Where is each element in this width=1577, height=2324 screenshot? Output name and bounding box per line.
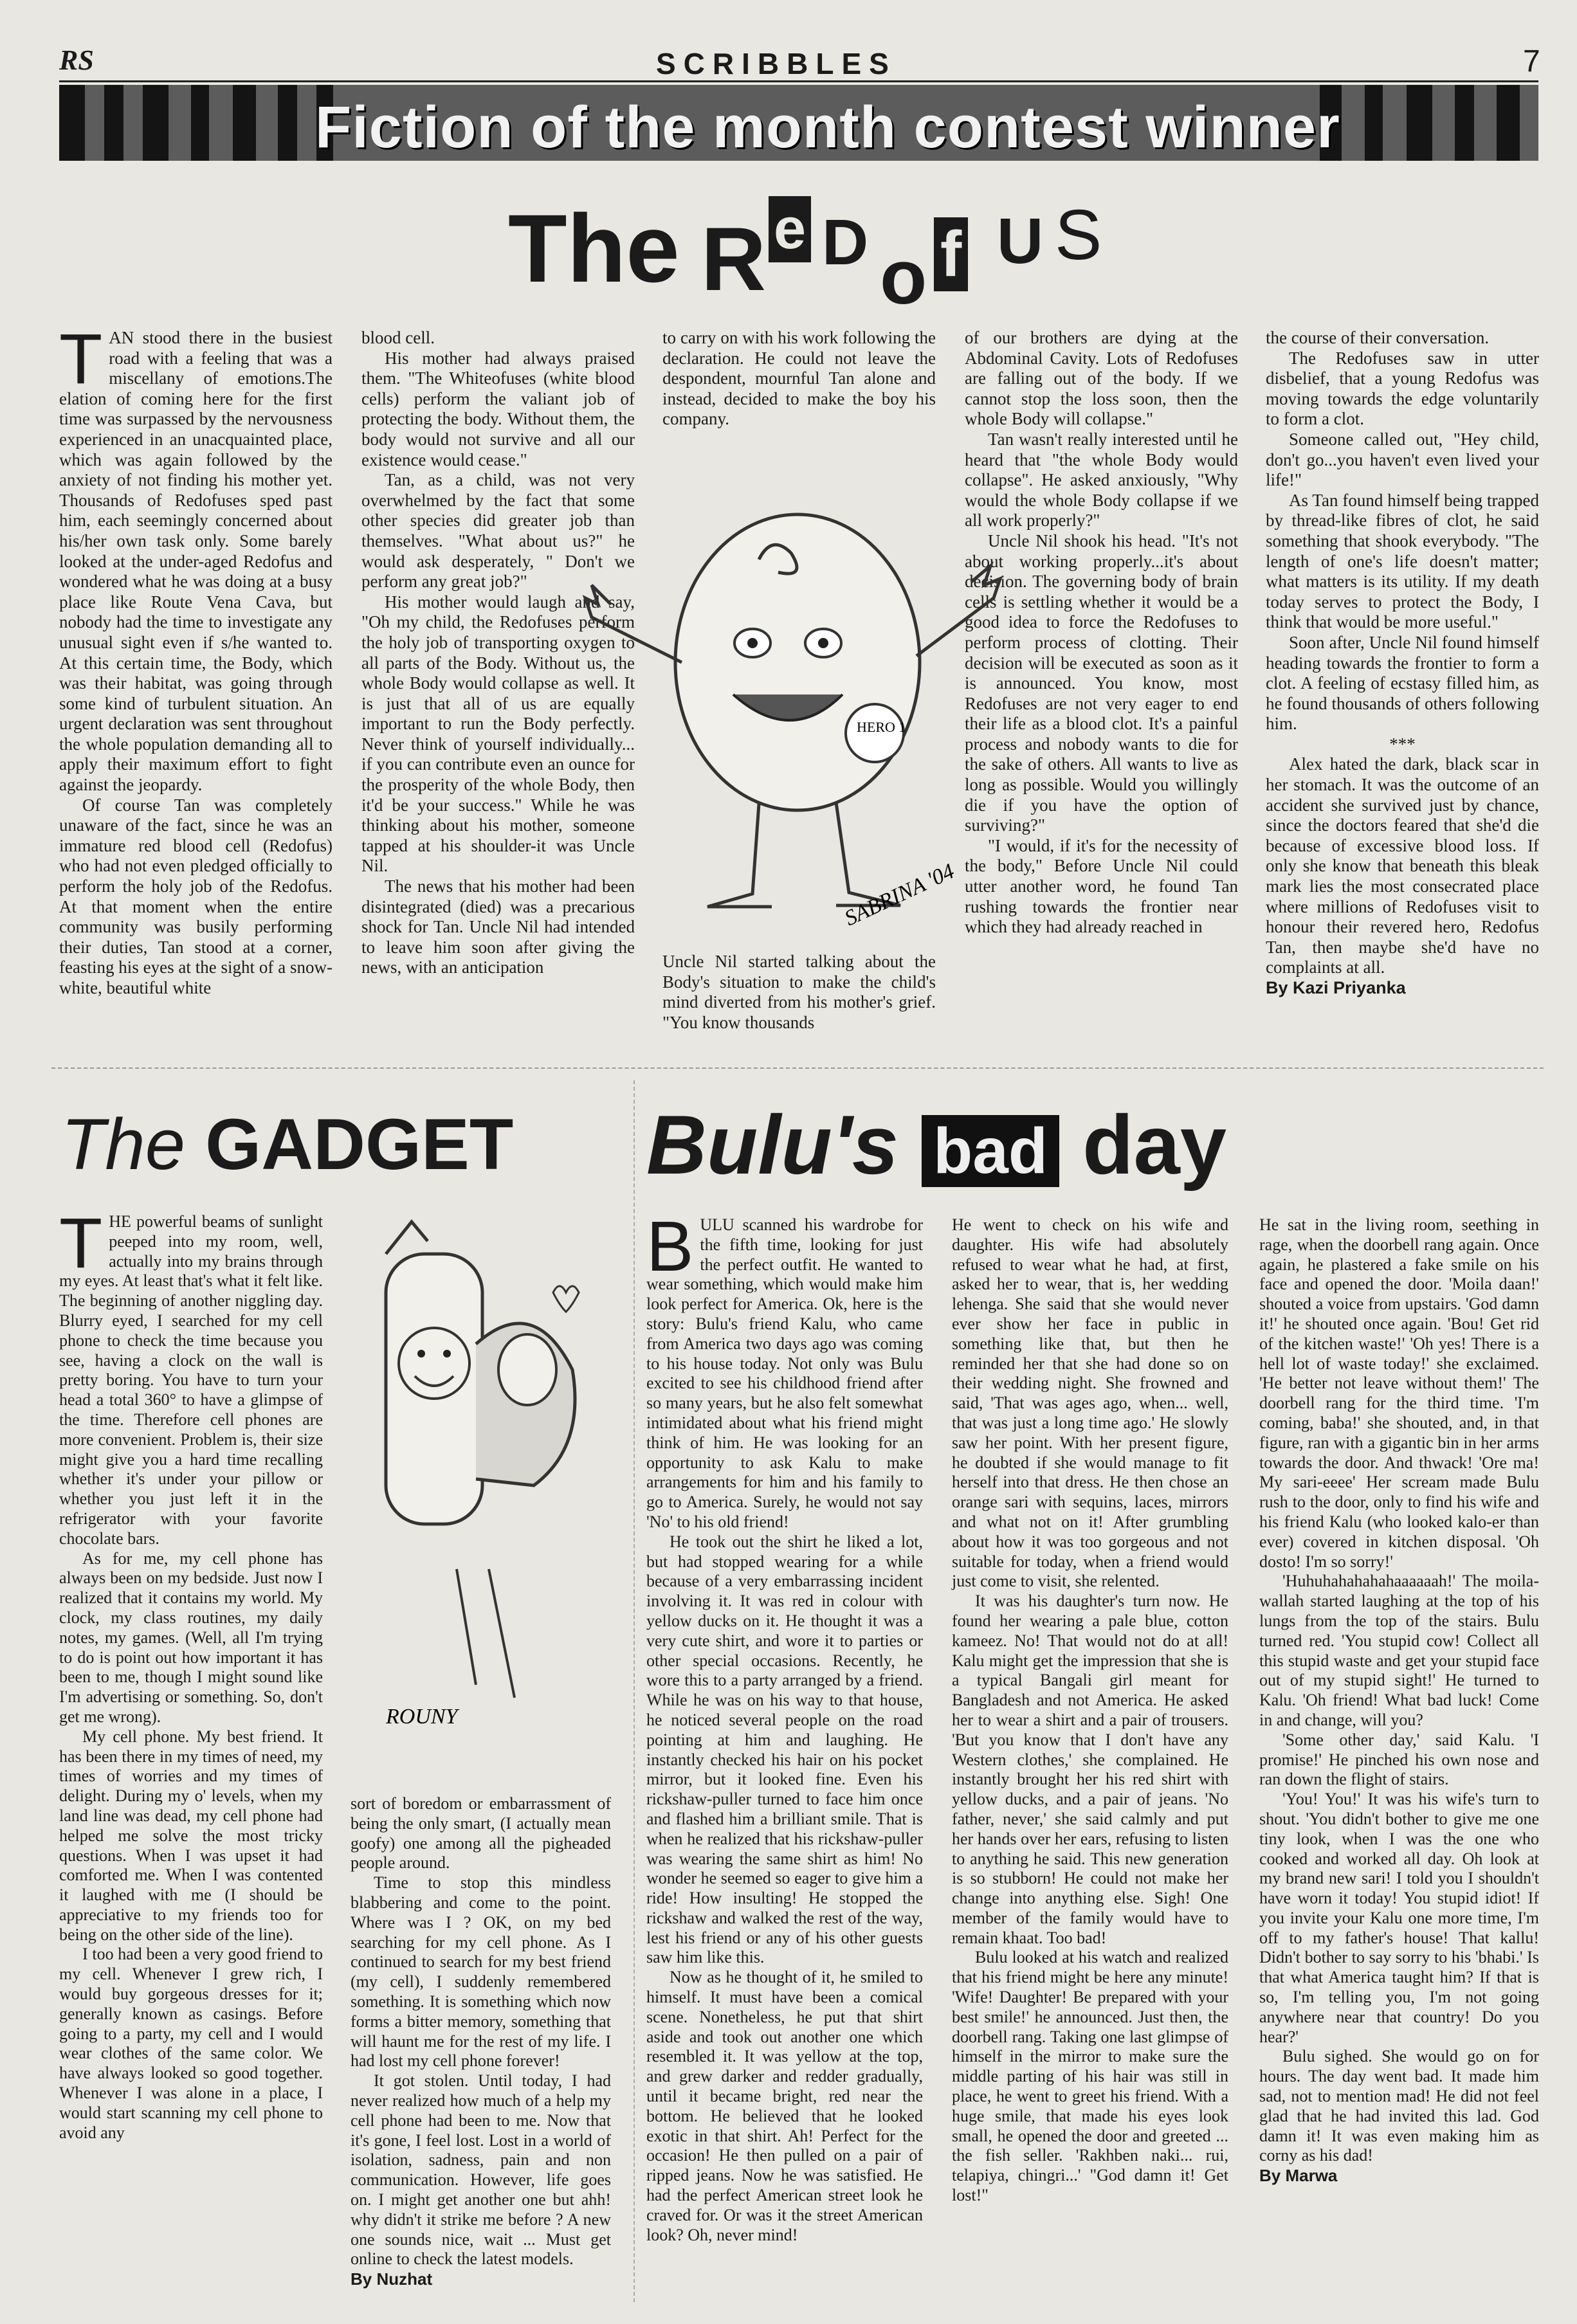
- bulu-column-3: [1259, 1215, 1539, 2186]
- paragraph: Time to stop this mindless blabbering and come to the point. Where was I ? OK, on my bed searching for my cell phone. As I continued to search for my best friend (my cell), I suddenly remembered something. It is something which now forms a bitter memory, something that will haunt me for the rest of my life. I had lost my cell phone forever!: [351, 1873, 611, 2071]
- title-letter: o: [880, 234, 927, 320]
- paragraph: the course of their conversation.: [1266, 328, 1490, 347]
- paragraph: to carry on with his work following the declaration. He could not leave the despondent, mournful Tan alone and instead, decided to make the boy his company.: [662, 328, 936, 429]
- bulu-title-bad: bad: [922, 1115, 1059, 1187]
- bulu-title-name: Bulu's: [646, 1098, 899, 1192]
- paragraph: ***: [1389, 734, 1416, 754]
- paragraph: My cell phone. My best friend. It has been there in my times of need, my times of worries and my times of delight. During my o' levels, when my land line was dead, my cell phone had helped me solve the most tricky questions. When I was upset it had comforted me. When I was contented it laughed with me (I should be appreciative to my friends too for being on the other side of the line).: [59, 1727, 323, 1944]
- paragraph: I too had been a very good friend to my cell. Whenever I grew rich, I would buy gorgeous dresses for it; generally known as casings. Before going to a party, my cell and I would wear clothes of the same color. We have always looked so good together. Whenever I was alone in a place, I would start scanning my cell phone to avoid any: [59, 1945, 323, 2142]
- paragraph: Someone called out, "Hey child, don't go...you haven't even lived your life!": [1266, 429, 1539, 490]
- paragraph: HE powerful beams of sunlight peeped into my room, well, actually into my brains through my eyes. At least that's what it felt like. The beginning of another niggling day. Blurry eyed, I searched for my cell phone to check the time because you see, having a clock on the wall is pretty boring. You have to turn your head a total 360° to have a glimpse of the time. Therefore cell phones are more convenient. Problem is, their size might give you a hard time recalling whether it's under your pillow or whether you just left it in the refrigerator with your favorite chocolate bars.: [59, 1212, 323, 1548]
- redofus-column-3: [662, 328, 936, 430]
- title-letter: U: [997, 205, 1044, 277]
- paragraph: Bulu looked at his watch and realized that his friend might be here any minute! 'Wife! Daughter! Be prepared with your best smile!' he announced. Just then, the doorbell rang. Taking one last glimpse of himself in the mirror to make sure the middle parting of his hair was still in place, he went to greet his friend. With a huge smile, that made his eyes look small, he opened the door and greeted ... the fish seller. 'Rakhben naki... rui, telapiya, chingri...' "God damn it! Get lost!": [952, 1948, 1228, 2205]
- bulu-title: [646, 1096, 1226, 1193]
- paragraph: The Redofuses saw in utter disbelief, that a young Redofus was moving towards the edge voluntarily to form a clot.: [1266, 348, 1539, 429]
- bulu-column-2: [952, 1215, 1228, 2206]
- paragraph: Of course Tan was completely unaware of the fact, since he was an immature red blood cell (Redofus) who had not even pledged officially to perform the holy job of the Redofus. At that moment when the entire community was busily performing their duties, Tan stood at a corner, feasting his eyes at the sight of a snow-white, beautiful white: [59, 795, 333, 997]
- paragraph: 'Some other day,' said Kalu. 'I promise!' He pinched his own nose and ran down the flight of stairs.: [1259, 1730, 1539, 1789]
- paragraph: 'You! You!' It was his wife's turn to shout. 'You didn't bother to give me one tiny look, when I was the one who cooked and worked all day. Oh look at my brand new sari! I told you I shouldn't have worn it today! You stupid idiot! If you invite your Kalu one more time, I'm off to my father's house! That kallu! Didn't bother to say sorry to his 'bhabi.' Is that what America taught him? If that is so, I'm telling you, I'm not going anywhere near that country! Do you hear?': [1259, 1790, 1539, 2046]
- paragraph: He took out the shirt he liked a lot, but had stopped wearing for a while because of a very embarrassing incident involving it. It was red in colour with yellow ducks on it. He thought it was a very cute shirt, and wore it to parties or other special occasions. Recently, he wore this to a party arranged by a friend. While he was on his way to that house, he noticed several people on the road pointing at him and laughing. He instantly checked his hair on his pocket mirror, but it looked fine. Even his rickshaw-puller turned to face him once and flashed him a brilliant smile. That is when he realized that his rickshaw-puller was wearing the same shirt as him! No wonder he seemed so eager to give him a ride! How insulting! He stopped the rickshaw and walked the rest of the way, lest his friend or any of his other guests saw him like this.: [646, 1532, 923, 1967]
- illustrator-signature: SABRINA '04: [841, 859, 958, 931]
- redofus-character-sketch: [566, 450, 1029, 958]
- byline: By Nuzhat: [351, 2269, 433, 2289]
- paragraph: Alex hated the dark, black scar in her stomach. It was the outcome of an accident she survived just by chance, since the doctors feared that she'd die because of excessive blood loss. If only she know that beneath this bleak mark lies the most consecrated place where millions of Redofuses visit to honour their revered hero, Redofus Tan, then maybe she'd have no complaints at all.: [1266, 754, 1539, 977]
- title-letter: S: [1055, 195, 1102, 275]
- title-letter: D: [822, 206, 869, 278]
- redofus-column-1: [59, 320, 333, 999]
- banner-heading: Fiction of the month contest winner: [315, 95, 1340, 160]
- paragraph: Tan wasn't really interested until he heard that "the whole Body would collapse". He asked anxiously, "Why would the whole Body collapse if we all work properly?": [965, 429, 1238, 531]
- paragraph: He sat in the living room, seething in rage, when the doorbell rang again. Once again, he plastered a fake smile on his face and opened the door. 'Moila daan!' shouted a voice from upstairs. 'God damn it!' he shouted once again. 'Bou! Get rid of the kitchen waste!' 'Oh yes! There is a hell lot of waste today!' she exclaimed. 'He better not leave without them!' The doorbell rang for the third time. 'I'm coming, baba!' she shouted, and, in that figure, ran with a gigantic bin in her arms towards the door. And thwack! 'Ore ma! My sari-eeee' Her scream made Bulu rush to the door, only to find his wife and his friend Kalu (who looked kalo-er than ever) covered in kitchen disposal. 'Oh dosto! I'm so sorry!': [1259, 1215, 1539, 1571]
- gadget-column-2: [351, 1794, 611, 2289]
- paragraph: His mother would laugh and say, "Oh my child, the Redofuses perform the holy job of transporting oxygen to all parts of the Body. Without us, the whole Body would collapse as well. It is just that all of us are equally important to run the Body perfectly. Never think of yourself individually... if you can contribute even an ounce for the prosperity of the whole Body, then it'd be your success." While he was thinking about his mother, someone tapped at his shoulder-it was Uncle Nil.: [361, 592, 635, 876]
- paragraph: The news that his mother had been disintegrated (died) was a precarious shock for Tan. Uncle Nil had intended to leave him soon after giving the news, with an anticipation: [361, 876, 635, 977]
- drop-cap: T: [59, 1204, 103, 1283]
- paragraph: As for me, my cell phone has always been on my bedside. Just now I realized that it contains my world. My clock, my class routines, my daily notes, my games. (Well, all I'm trying to do is point out how important it has been to me, though I might sound like I'm advertising or something. So, don't get me wrong).: [59, 1548, 323, 1726]
- bulu-column-1: [646, 1207, 923, 2245]
- section-title: SCRIBBLES: [656, 47, 897, 80]
- paragraph: Uncle Nil shook his head. "It's not about working properly...it's about decision. The governing body of brain cells is settling whether it would be a good idea to force the Redofuses to perform process of clotting. Their decision will be executed as soon as it is announced. You know, most Redofuses are not very eager to end their life as a blood clot. It's a painful process and nobody wants to die for the sake of others. All wants to live as long as possible. Would you willingly die if you have the option of surviving?": [965, 531, 1238, 835]
- drop-cap: T: [59, 320, 103, 399]
- paragraph: sort of boredom or embarrassment of being the only smart, (I actually mean goofy) one among all the pigheaded people around.: [351, 1794, 611, 1873]
- paragraph: Soon after, Uncle Nil found himself heading towards the frontier to form a clot. A feeling of ecstasy filled him, as he found thousands of others following him.: [1266, 632, 1539, 734]
- column-divider: [634, 1080, 635, 2302]
- title-letter: e: [769, 196, 811, 262]
- story-divider: [51, 1067, 1544, 1069]
- paragraph: Now as he thought of it, he smiled to himself. It must have been a comical scene. Nonetheless, he put that shirt aside and took out another one which resembled it. It was yellow at the top, and grew darker and redder gradually, until it became bright, red near the bottom. He believed that he looked exotic in that shirt. Ah! Perfect for the occasion! He then pulled on a pair of ripped jeans. Now he was satisfied. He had the perfect American street look he craved for. Or was it the street American look? Oh, never mind!: [646, 1968, 923, 2244]
- story-title-the: The: [508, 194, 680, 302]
- paragraph: It was his daughter's turn now. He found her wearing a pale blue, cotton kameez. No! That would not do at all! Kalu might get the impression that she is a typical Bangali girl meant for Bangladesh and not America. He asked her to wear a shirt and a pair of trousers. 'But you know that I don't have any Western clothes,' she complained. He instantly brought her his red shirt with yellow ducks, and a pair of jeans. 'No father, never,' she said calmly and put her hands over her ears, refusing to listen to anything he said. This new generation is so stubborn! He could not make her change into anything else. Sigh! One member of the family would have to remain khaat. Too bad!: [952, 1592, 1228, 1947]
- bulu-title-day: day: [1082, 1098, 1227, 1192]
- paragraph: ULU scanned his wardrobe for the fifth time, looking for just the perfect outfit. He wanted to wear something, which would make him look perfect for America. Ok, here is the story: Bulu's friend Kalu, who came from America two days ago was coming to his house today. Not only was Bulu excited to see his childhood friend after so many years, but he also felt somewhat intimidated about what his friend might think of him. He was looking for an opportunity to ask Kalu to make arrangements for him and his family to go to America. Surely, he would not say 'No' to his old friend!: [646, 1215, 923, 1531]
- paragraph: blood cell.: [361, 328, 435, 347]
- gadget-title: [61, 1103, 513, 1186]
- paragraph: AN stood there in the busiest road with a feeling that was a miscellany of emotions.The elation of coming here for the first time was surpassed by the nervousness experienced in an unacquainted place, which was again followed by the anxiety of not finding his mother yet. Thousands of Redofuses sped past him, each seemingly concerned about his/her own task only. Some barely looked at the under-aged Redofus and wondered what he was doing at a busy place like Route Vena Cava, but nobody had the time to investigate any unusual sight even if s/he wanted to. At this certain time, the Body, which was their habitat, was going through some kind of turbulent situation. An urgent declaration was sent throughout the whole population demanding all to apply their maximum effort to fight against the jeopardy.: [59, 328, 333, 795]
- paragraph: 'Huhuhahahahahaaaaaah!' The moila-wallah started laughing at the top of his lungs from the top of the stairs. Bulu turned red. 'You stupid cow! Collect all this stupid waste and get your stupid face out of my stupid sight!' He turned to Kalu. 'Oh friend! What bad luck! Come in and change, will you?: [1259, 1572, 1539, 1729]
- paragraph: of our brothers are dying at the Abdominal Cavity. Lots of Redofuses are falling out of the body. If we cannot stop the loss soon, then the whole Body will collapse.": [965, 328, 1238, 429]
- redofus-column-3b: [662, 952, 936, 1033]
- byline: By Marwa: [1259, 2166, 1338, 2186]
- hero-badge: HERO 1: [857, 719, 906, 735]
- paragraph: "I would, if it's for the necessity of the body," Before Uncle Nil could utter another word, he found Tan rushing towards the frontier near which they had already reached in: [965, 835, 1238, 937]
- paragraph: Tan, as a child, was not very overwhelmed by the fact that some other species did greater job than themselves. "What about us?" he would ask desperately, " Don't we perform any great job?": [361, 470, 635, 592]
- paragraph: Bulu sighed. She would go on for hours. The day went bad. It made him sad, not to mention mad! He did not feel glad that he had invited this lad. God damn it! It was even making him as corny as his dad!: [1259, 2047, 1539, 2165]
- redofus-column-5: [1266, 328, 1539, 999]
- paragraph: As Tan found himself being trapped by thread-like fibres of clot, he said something that shook everybody. "The length of one's life doesn't matter; what matters is its utility. If my death today serves to protect the Body, I think that would be more useful.": [1266, 490, 1539, 632]
- section-logo: RS: [59, 44, 94, 76]
- gadget-column-1: [59, 1204, 323, 2143]
- paragraph: His mother had always praised them. "The Whiteofuses (white blood cells) perform the valiant job of protecting the body. Without them, the body would not survive and all our existence would cease.": [361, 348, 635, 469]
- title-letter: f: [934, 217, 968, 291]
- gadget-couple-sketch: [360, 1209, 611, 1775]
- gadget-title-main: GADGET: [205, 1104, 514, 1185]
- page-number: 7: [1523, 44, 1540, 78]
- header-rule: [59, 80, 1538, 82]
- drop-cap: B: [646, 1207, 694, 1286]
- illustrator-signature: ROUNY: [386, 1705, 458, 1729]
- paragraph: Uncle Nil started talking about the Body's situation to make the child's mind diverted from his mother's grief. "You know thousands: [662, 952, 936, 1032]
- gadget-title-the: The: [61, 1104, 185, 1185]
- paragraph: It got stolen. Until today, I had never realized how much of a help my cell phone had been to me. Now that it's gone, I feel lost. Lost in a world of isolation, sadness, pain and non communication. However, life goes on. I might get another one but ahh! why didn't it strike me before ? A new one sounds nice, wait ... Must get online to check the latest models.: [351, 2071, 611, 2269]
- paragraph: He went to check on his wife and daughter. His wife had absolutely refused to wear what he had, at first, asked her to wear, that is, her wedding lehenga. She said that she would never ever show her face in public in something like that, but then he reminded her that she had done so on their wedding night. She frowned and said, 'That was ages ago, when... well, that was just a long time ago.' He slowly saw her point. With her present figure, he doubted if she would manage to fit herself into that dress. He then chose an orange sari with sequins, laces, mirrors and what not on it! After grumbling about how it was too gorgeous and not suitable for today, when a friend would just come to visit, she relented.: [952, 1215, 1228, 1591]
- byline: By Kazi Priyanka: [1266, 978, 1406, 997]
- title-letter: R: [701, 208, 767, 309]
